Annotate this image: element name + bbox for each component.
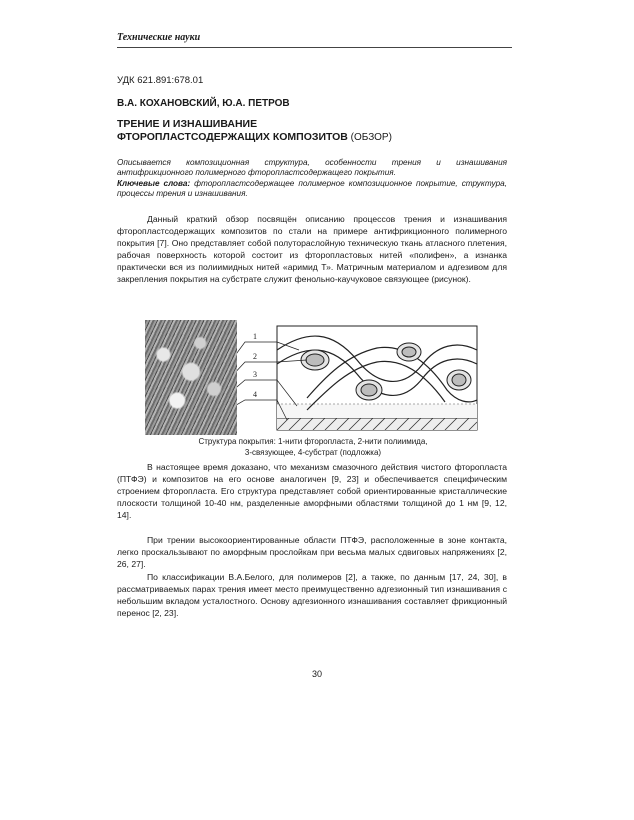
journal-section-title: Технические науки (117, 32, 201, 43)
title-subtitle: (ОБЗОР) (347, 132, 392, 143)
title-line-2-text: ФТОРОПЛАСТСОДЕРЖАЩИХ КОМПОЗИТОВ (117, 131, 348, 143)
keywords (117, 179, 507, 200)
paragraph-3: При трении высокоориентированные области ПТФЭ, расположенные в зоне контакта, легко проскальзывают по аморфным прослойкам при весьма малых сдвиговых напряжениях [2, 26, 27]. (117, 535, 507, 570)
abstract (117, 158, 507, 200)
abstract-text: Описывается композиционная структура, особенности трения и изнашивания антифрикционного полимерного фторопластсодержащего покрытия. (117, 158, 507, 178)
label-4: 4 (253, 390, 257, 399)
udk-code: УДК 621.891:678.01 (117, 75, 204, 86)
header-divider (117, 47, 512, 48)
coating-structure-diagram (237, 320, 480, 435)
label-1: 1 (253, 332, 257, 341)
page-number: 30 (311, 669, 322, 679)
label-3: 3 (253, 370, 257, 379)
caption-line-2: 3-связующее, 4-субстрат (подложка) (244, 447, 382, 457)
paragraph-4: По классификации В.А.Белого, для полимеров [2], а также, по данным [17, 24, 30], в рассматриваемых парах трения имеет место преимущественно адгезионный тип изнашивания с небольшим вкладом усталостного. Основу адгезионного изнашивания составляет фрикционный перенос [2, 23]. (117, 572, 507, 619)
keywords-label: Ключевые слова: (117, 178, 191, 188)
title-line-2 (117, 131, 392, 144)
paragraph-2: В настоящее время доказано, что механизм смазочного действия чистого фторопласта (ПТФЭ) и композитов на его основе аналогичен [9, 23] и обеспечивается специфическим строением фторопласта. Его структура представляет собой ориентированные кристаллические плоскости толщиной 10-40 нм, разделенные аморфными областями толщиной до 1 нм [9, 12, 14]. (117, 462, 507, 521)
paragraph-1: Данный краткий обзор посвящён описанию процессов трения и изнашивания фторопластсодержащих композитов по стали на примере антифрикционного полимерного покрытия [7]. Оно представляет собой полутораслойную техническую ткань атласного плетения, рабочая поверхность которой состоит из фторопластовых нитей «полифен», а изнанка практически вся из полиимидных нитей «аримид Т». Матричным материалом и адгезивом для закрепления покрытия на субстрате служит фенольно-каучуковое связующее (рисунок). (117, 214, 507, 285)
label-2: 2 (253, 352, 257, 361)
authors: В.А. КОХАНОВСКИЙ, Ю.А. ПЕТРОВ (117, 98, 290, 109)
title-line-1: ТРЕНИЕ И ИЗНАШИВАНИЕ (117, 118, 258, 130)
caption-line-1: Структура покрытия: 1-нити фторопласта, 2-нити полиимида, (198, 437, 428, 446)
substrate-layer (277, 418, 477, 430)
binder-layer (277, 404, 477, 418)
article-title (117, 118, 392, 144)
coating-micrograph (145, 320, 237, 435)
keywords-list: фторопластсодержащее полимерное композиционное покрытие, структура, процессы трения и изнашивания. (117, 178, 507, 199)
figure (145, 320, 480, 435)
figure-caption (117, 437, 509, 458)
